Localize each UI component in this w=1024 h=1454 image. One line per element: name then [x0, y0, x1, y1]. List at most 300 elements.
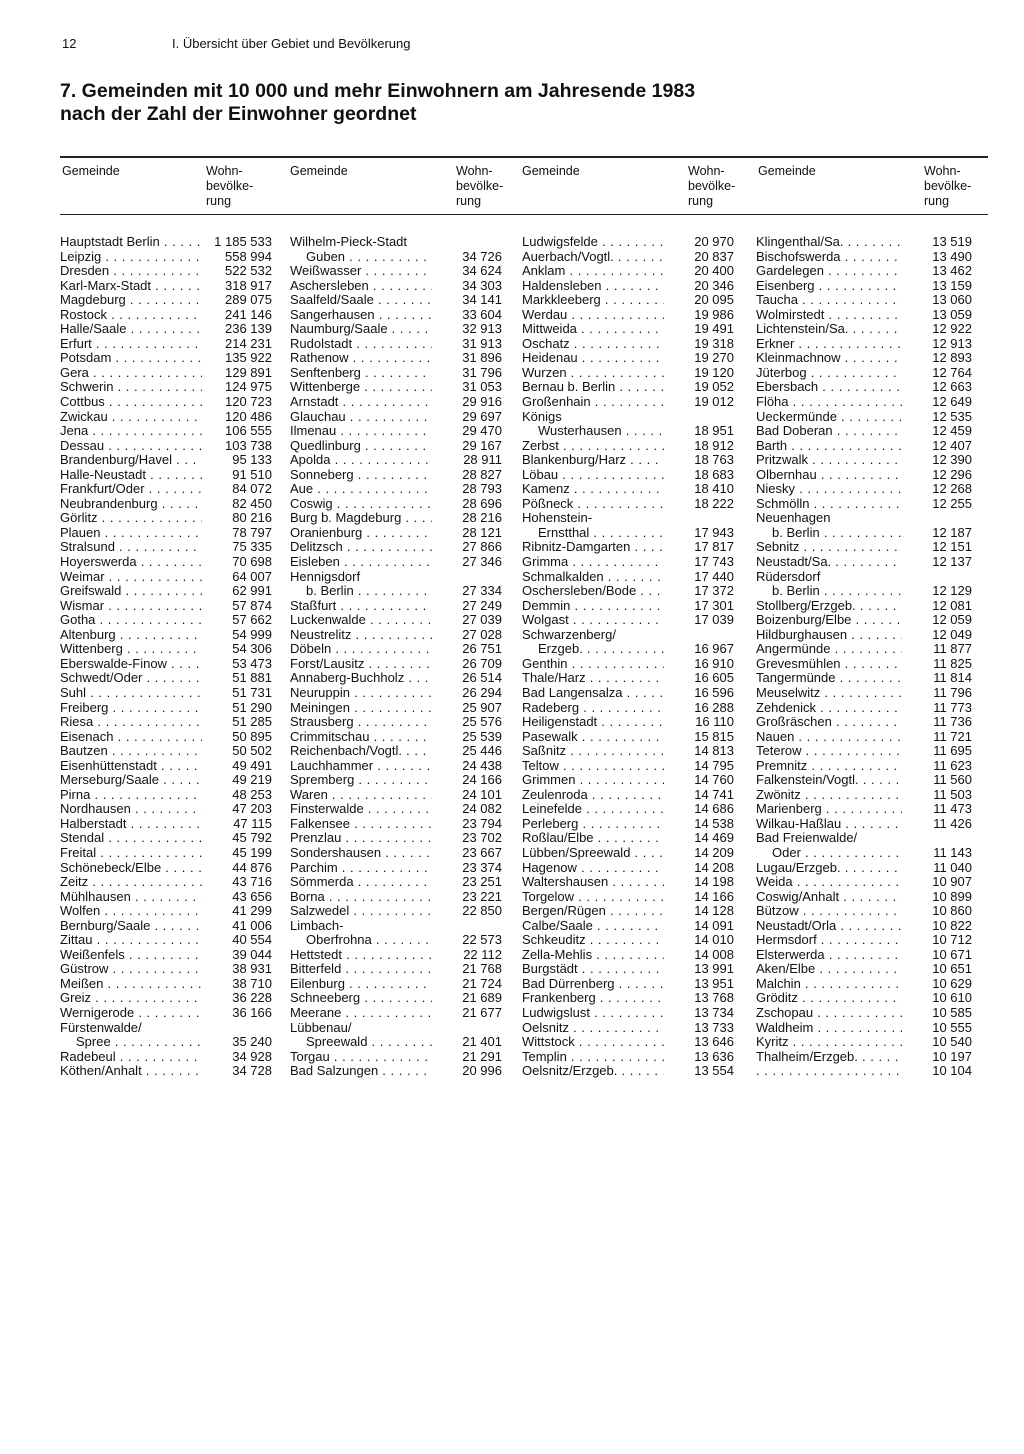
column-header-pop-4: Wohn- bevölke- rung — [924, 164, 972, 208]
gemeinde-name: Bergen/Rügen . . . — [522, 904, 664, 919]
population-value: 12 649 — [932, 394, 972, 410]
table-row — [290, 555, 502, 570]
population-value: 135 922 — [225, 350, 272, 366]
gemeinde-name: Spreewald . . . — [290, 1035, 432, 1050]
population-value: 13 768 — [694, 990, 734, 1006]
table-row — [522, 788, 734, 803]
table-row — [290, 671, 502, 686]
population-value: 11 040 — [933, 859, 972, 875]
gemeinde-name: Teterow . . . — [756, 744, 902, 759]
table-row — [756, 730, 972, 745]
gemeinde-name: Greifswald . . . — [60, 584, 202, 599]
population-value: 14 760 — [694, 772, 734, 788]
gemeinde-name: Hettstedt . . . — [290, 948, 432, 963]
gemeinde-name: Halle-Neustadt . . . — [60, 468, 202, 483]
table-row — [60, 410, 272, 425]
table-row — [756, 628, 972, 643]
gemeinde-name: Calbe/Saale . . . — [522, 919, 664, 934]
table-row — [290, 817, 502, 832]
population-value: 38 710 — [232, 975, 272, 991]
population-value: 25 446 — [462, 743, 502, 759]
population-value: 19 491 — [694, 321, 734, 337]
gemeinde-name: Neustrelitz . . . — [290, 628, 432, 643]
gemeinde-name: Saalfeld/Saale . . . — [290, 293, 432, 308]
table-row — [60, 279, 272, 294]
population-value: 41 299 — [232, 903, 272, 919]
population-value: 289 075 — [225, 292, 272, 308]
population-value: 11 695 — [933, 743, 972, 759]
table-row — [522, 977, 734, 992]
table-row — [756, 744, 972, 759]
population-value: 12 129 — [932, 583, 972, 599]
population-value: 12 407 — [932, 437, 972, 453]
gemeinde-name: Meerane . . . — [290, 1006, 432, 1021]
table-row — [756, 817, 972, 832]
gemeinde-name: Zeitz . . . — [60, 875, 202, 890]
population-value: 17 301 — [694, 597, 734, 613]
gemeinde-name: Reichenbach/Vogtl. . . . — [290, 744, 432, 759]
gemeinde-name: Zwönitz . . . — [756, 788, 902, 803]
gemeinde-name: Glauchau . . . — [290, 410, 432, 425]
population-value: 17 372 — [694, 583, 734, 599]
population-value: 236 139 — [225, 321, 272, 337]
population-value: 14 010 — [694, 932, 734, 948]
table-row — [522, 351, 734, 366]
table-row — [60, 264, 272, 279]
gemeinde-name: Coswig/Anhalt . . . — [756, 890, 902, 905]
population-value: 36 166 — [232, 1004, 272, 1020]
population-value: 50 895 — [232, 728, 272, 744]
table-row — [60, 715, 272, 730]
population-value: 45 199 — [232, 844, 272, 860]
gemeinde-name: Wilhelm-Pieck-Stadt — [290, 235, 408, 249]
table-row — [522, 599, 734, 614]
population-value: 27 028 — [462, 626, 502, 642]
table-row — [756, 861, 972, 876]
population-value — [664, 628, 734, 643]
table-row — [290, 642, 502, 657]
table-row — [290, 599, 502, 614]
population-value: 14 208 — [694, 859, 734, 875]
population-value: 50 502 — [232, 743, 272, 759]
population-value: 47 203 — [232, 801, 272, 817]
population-value: 17 039 — [694, 612, 734, 628]
table-row — [756, 948, 972, 963]
population-value: 18 683 — [694, 466, 734, 482]
population-value: 13 490 — [932, 248, 972, 264]
population-value: 23 221 — [462, 888, 502, 904]
gemeinde-name: Oder . . . — [756, 846, 902, 861]
page-header — [62, 36, 411, 51]
population-value — [432, 919, 502, 934]
population-value: 12 187 — [932, 524, 972, 540]
gemeinde-name: Markkleeberg . . . — [522, 293, 664, 308]
population-value: 27 039 — [462, 612, 502, 628]
population-value: 34 728 — [232, 1063, 272, 1079]
table-row — [60, 613, 272, 628]
population-value: 31 913 — [462, 335, 502, 351]
population-value: 44 876 — [232, 859, 272, 875]
population-value: 12 268 — [932, 481, 972, 497]
table-row — [756, 642, 972, 657]
population-value: 13 060 — [932, 292, 972, 308]
gemeinde-name: Wolmirstedt . . . — [756, 308, 902, 323]
gemeinde-name: Lichtenstein/Sa. . . . — [756, 322, 902, 337]
population-value: 10 907 — [932, 874, 972, 890]
population-value: 23 702 — [462, 830, 502, 846]
table-row — [60, 802, 272, 817]
population-value: 10 585 — [932, 1004, 972, 1020]
population-value: 18 410 — [694, 481, 734, 497]
gemeinde-name: Hermsdorf . . . — [756, 933, 902, 948]
population-value: 34 303 — [462, 277, 502, 293]
gemeinde-name: Schönebeck/Elbe . . . — [60, 861, 202, 876]
gemeinde-name: Rüdersdorf — [756, 569, 821, 584]
population-value: 17 743 — [694, 554, 734, 570]
gemeinde-name: Barth . . . — [756, 439, 902, 454]
gemeinde-name: Ueckermünde . . . — [756, 410, 902, 425]
table-row — [756, 1021, 972, 1036]
gemeinde-name: b. Berlin . . . — [756, 526, 902, 541]
population-value: 12 913 — [932, 335, 972, 351]
gemeinde-name: b. Berlin . . . — [756, 584, 902, 599]
gemeinde-name: Stralsund . . . — [60, 540, 202, 555]
table-row — [756, 1035, 972, 1050]
table-row — [756, 337, 972, 352]
gemeinde-name: Stollberg/Erzgeb. . . . — [756, 599, 902, 614]
population-value: 16 110 — [695, 714, 734, 730]
population-value: 120 723 — [225, 394, 272, 410]
population-value: 19 052 — [694, 379, 734, 395]
table-row — [522, 730, 734, 745]
table-row — [290, 759, 502, 774]
table-row — [290, 453, 502, 468]
table-row — [60, 511, 272, 526]
table-row — [290, 613, 502, 628]
population-value: 1 185 533 — [214, 234, 272, 249]
gemeinde-name: Blankenburg/Harz . . . — [522, 453, 664, 468]
gemeinde-name: Greiz . . . — [60, 991, 202, 1006]
population-value: 14 469 — [694, 830, 734, 846]
column-header-gemeinde-3: Gemeinde — [522, 164, 580, 178]
gemeinde-name: Kleinmachnow . . . — [756, 351, 902, 366]
gemeinde-name: Dessau . . . — [60, 439, 202, 454]
population-value: 49 491 — [232, 757, 272, 773]
table-row — [60, 366, 272, 381]
table-row — [756, 410, 972, 425]
gemeinde-name: Zwickau . . . — [60, 410, 202, 425]
population-value: 21 291 — [462, 1048, 502, 1064]
table-row — [290, 1021, 502, 1036]
gemeinde-name: Gröditz . . . — [756, 991, 902, 1006]
table-row — [60, 250, 272, 265]
table-row — [290, 1006, 502, 1021]
table-row — [290, 948, 502, 963]
gemeinde-name: Radebeul . . . — [60, 1050, 202, 1065]
gemeinde-name: Bad Freienwalde/ — [756, 831, 858, 846]
gemeinde-name: Hennigsdorf — [290, 569, 361, 584]
population-value: 26 709 — [462, 655, 502, 671]
population-value: 19 986 — [694, 306, 734, 322]
population-value: 103 738 — [225, 437, 272, 453]
table-row — [290, 788, 502, 803]
population-value: 16 967 — [694, 641, 734, 657]
table-row — [756, 264, 972, 279]
population-value: 21 677 — [462, 1004, 502, 1020]
table-row — [756, 773, 972, 788]
population-value: 18 951 — [694, 423, 734, 439]
table-row — [522, 991, 734, 1006]
gemeinde-name: Oranienburg . . . — [290, 526, 432, 541]
gemeinde-name: Olbernhau . . . — [756, 468, 902, 483]
gemeinde-name: Schkeuditz . . . — [522, 933, 664, 948]
table-row — [60, 1021, 272, 1036]
gemeinde-name: Großenhain . . . — [522, 395, 664, 410]
gemeinde-name: Eisleben . . . — [290, 555, 432, 570]
population-value: 10 610 — [932, 990, 972, 1006]
gemeinde-name: Meißen . . . — [60, 977, 202, 992]
table-row — [60, 453, 272, 468]
population-value: 54 999 — [232, 626, 272, 642]
table-row — [290, 468, 502, 483]
population-value: 19 012 — [694, 394, 734, 410]
gemeinde-name: Löbau . . . — [522, 468, 664, 483]
population-value: 124 975 — [225, 379, 272, 395]
table-row — [756, 1064, 972, 1079]
population-value: 40 554 — [232, 932, 272, 948]
population-value: 47 115 — [233, 815, 272, 831]
table-row — [756, 991, 972, 1006]
population-value: 80 216 — [232, 510, 272, 526]
population-value: 241 146 — [225, 306, 272, 322]
table-row — [522, 366, 734, 381]
table-row — [290, 424, 502, 439]
gemeinde-name: Boizenburg/Elbe . . . — [756, 613, 902, 628]
table-row — [290, 439, 502, 454]
gemeinde-name: Zittau . . . — [60, 933, 202, 948]
population-value: 22 573 — [462, 932, 502, 948]
table-row — [756, 831, 972, 846]
gemeinde-name: Staßfurt . . . — [290, 599, 432, 614]
population-value: 18 763 — [694, 452, 734, 468]
population-value: 21 724 — [462, 975, 502, 991]
gemeinde-name: Ludwigslust . . . — [522, 1006, 664, 1021]
table-row — [290, 686, 502, 701]
gemeinde-name: Bad Dürrenberg . . . — [522, 977, 664, 992]
gemeinde-name: Bautzen . . . — [60, 744, 202, 759]
population-value: 28 216 — [462, 510, 502, 526]
population-value: 21 689 — [462, 990, 502, 1006]
table-row — [60, 1035, 272, 1050]
population-value: 26 514 — [462, 670, 502, 686]
population-value: 31 053 — [462, 379, 502, 395]
table-row — [290, 482, 502, 497]
population-value: 522 532 — [225, 263, 272, 279]
gemeinde-name: Dresden . . . — [60, 264, 202, 279]
table-row — [60, 759, 272, 774]
table-row — [60, 599, 272, 614]
table-row — [60, 497, 272, 512]
population-value: 16 596 — [694, 684, 734, 700]
population-value: 29 167 — [462, 437, 502, 453]
population-value: 43 716 — [232, 874, 272, 890]
population-value: 12 151 — [932, 539, 972, 555]
gemeinde-name: Templin . . . — [522, 1050, 664, 1065]
gemeinde-name: Karl-Marx-Stadt . . . — [60, 279, 202, 294]
table-row — [522, 380, 734, 395]
population-value: 24 438 — [462, 757, 502, 773]
table-row — [522, 468, 734, 483]
gemeinde-name: Heidenau . . . — [522, 351, 664, 366]
population-value: 14 813 — [694, 743, 734, 759]
population-value: 13 636 — [694, 1048, 734, 1064]
population-value: 11 736 — [933, 714, 972, 730]
gemeinde-name: Wernigerode . . . — [60, 1006, 202, 1021]
table-row — [60, 570, 272, 585]
population-value: 28 793 — [462, 481, 502, 497]
table-title-line-1: 7. Gemeinden mit 10 000 und mehr Einwohnern am Jahresende 1983 — [60, 80, 696, 102]
table-row — [756, 1006, 972, 1021]
table-row — [290, 395, 502, 410]
gemeinde-name: Lübbenau/ — [290, 1020, 352, 1035]
population-value: 12 296 — [932, 466, 972, 482]
population-value: 20 970 — [694, 234, 734, 249]
population-value: 36 228 — [232, 990, 272, 1006]
table-row — [756, 468, 972, 483]
table-row — [60, 351, 272, 366]
table-row — [522, 715, 734, 730]
table-row — [522, 919, 734, 934]
gemeinde-name: Pritzwalk . . . — [756, 453, 902, 468]
population-value: 25 907 — [462, 699, 502, 715]
gemeinde-name: Neuenhagen — [756, 511, 831, 526]
gemeinde-name: Perleberg . . . — [522, 817, 664, 832]
gemeinde-name: Wittenberg . . . — [60, 642, 202, 657]
population-value: 214 231 — [225, 335, 272, 351]
gemeinde-name: Schneeberg . . . — [290, 991, 432, 1006]
table-row — [756, 250, 972, 265]
table-row — [290, 250, 502, 265]
gemeinde-name: Ilmenau . . . — [290, 424, 432, 439]
population-value: 12 137 — [932, 554, 972, 570]
table-row — [522, 453, 734, 468]
gemeinde-name: Salzwedel . . . — [290, 904, 432, 919]
gemeinde-name: Pasewalk . . . — [522, 730, 664, 745]
population-value: 22 112 — [463, 946, 502, 962]
table-row — [756, 308, 972, 323]
table-row — [60, 395, 272, 410]
gemeinde-name: Meiningen . . . — [290, 701, 432, 716]
gemeinde-name: Rostock . . . — [60, 308, 202, 323]
table-row — [290, 308, 502, 323]
table-row — [290, 773, 502, 788]
table-row — [60, 701, 272, 716]
population-value: 48 253 — [232, 786, 272, 802]
table-row — [290, 584, 502, 599]
population-value: 17 440 — [694, 568, 734, 584]
table-row — [522, 584, 734, 599]
table-row — [60, 875, 272, 890]
table-row — [756, 424, 972, 439]
population-value — [902, 511, 972, 526]
population-value: 34 141 — [462, 292, 502, 308]
table-row — [60, 337, 272, 352]
table-row — [60, 861, 272, 876]
gemeinde-name: Finsterwalde . . . — [290, 802, 432, 817]
gemeinde-name: Eilenburg . . . — [290, 977, 432, 992]
table-row — [522, 962, 734, 977]
gemeinde-name: Falkensee . . . — [290, 817, 432, 832]
gemeinde-name: Hoyerswerda . . . — [60, 555, 202, 570]
gemeinde-name: Malchin . . . — [756, 977, 902, 992]
population-value: 24 082 — [462, 801, 502, 817]
population-value: 41 006 — [232, 917, 272, 933]
gemeinde-name: Heiligenstadt . . . — [522, 715, 664, 730]
table-row — [290, 351, 502, 366]
gemeinde-name: Neubrandenburg . . . — [60, 497, 202, 512]
table-row — [756, 555, 972, 570]
population-value: 12 764 — [932, 364, 972, 380]
population-value: 13 059 — [932, 306, 972, 322]
gemeinde-name: Waldheim . . . — [756, 1021, 902, 1036]
population-value: 17 943 — [694, 524, 734, 540]
population-value: 39 044 — [232, 946, 272, 962]
table-row — [522, 482, 734, 497]
gemeinde-name — [756, 1064, 902, 1079]
gemeinde-name: Aken/Elbe . . . — [756, 962, 902, 977]
gemeinde-name: Zschopau . . . — [756, 1006, 902, 1021]
population-value — [902, 831, 972, 846]
population-value: 27 866 — [462, 539, 502, 555]
gemeinde-name: Senftenberg . . . — [290, 366, 432, 381]
gemeinde-name: Ernstthal . . . — [522, 526, 664, 541]
table-row — [522, 526, 734, 541]
gemeinde-name: Jüterbog . . . — [756, 366, 902, 381]
gemeinde-name: Freiberg . . . — [60, 701, 202, 716]
gemeinde-name: Bad Langensalza . . . — [522, 686, 664, 701]
population-value: 70 698 — [232, 554, 272, 570]
gemeinde-name: Ebersbach . . . — [756, 380, 902, 395]
population-value: 45 792 — [232, 830, 272, 846]
gemeinde-name: Bad Salzungen . . . — [290, 1064, 432, 1079]
table-row — [290, 366, 502, 381]
population-value: 11 426 — [933, 815, 972, 831]
table-row — [522, 773, 734, 788]
gemeinde-name: Zeulenroda . . . — [522, 788, 664, 803]
table-row — [522, 861, 734, 876]
gemeinde-name: Hohenstein- — [522, 511, 593, 526]
gemeinde-name: Roßlau/Elbe . . . — [522, 831, 664, 846]
table-row — [756, 919, 972, 934]
gemeinde-name: Hauptstadt Berlin . . . — [60, 235, 202, 250]
population-value: 16 605 — [694, 670, 734, 686]
population-value: 11 503 — [933, 786, 972, 802]
table-row — [60, 628, 272, 643]
population-value — [664, 410, 734, 425]
gemeinde-name: Waren . . . — [290, 788, 432, 803]
gemeinde-name: Torgau . . . — [290, 1050, 432, 1065]
column-header-pop-2: Wohn- bevölke- rung — [456, 164, 504, 208]
gemeinde-name: Weißenfels . . . — [60, 948, 202, 963]
page-number: 12 — [62, 36, 77, 51]
table-row — [290, 511, 502, 526]
table-row — [756, 453, 972, 468]
column-header-gemeinde-4: Gemeinde — [758, 164, 816, 178]
gemeinde-name: Leipzig . . . — [60, 250, 202, 265]
gemeinde-name: Sebnitz . . . — [756, 540, 902, 555]
table-row — [290, 977, 502, 992]
population-value: 13 462 — [932, 263, 972, 279]
